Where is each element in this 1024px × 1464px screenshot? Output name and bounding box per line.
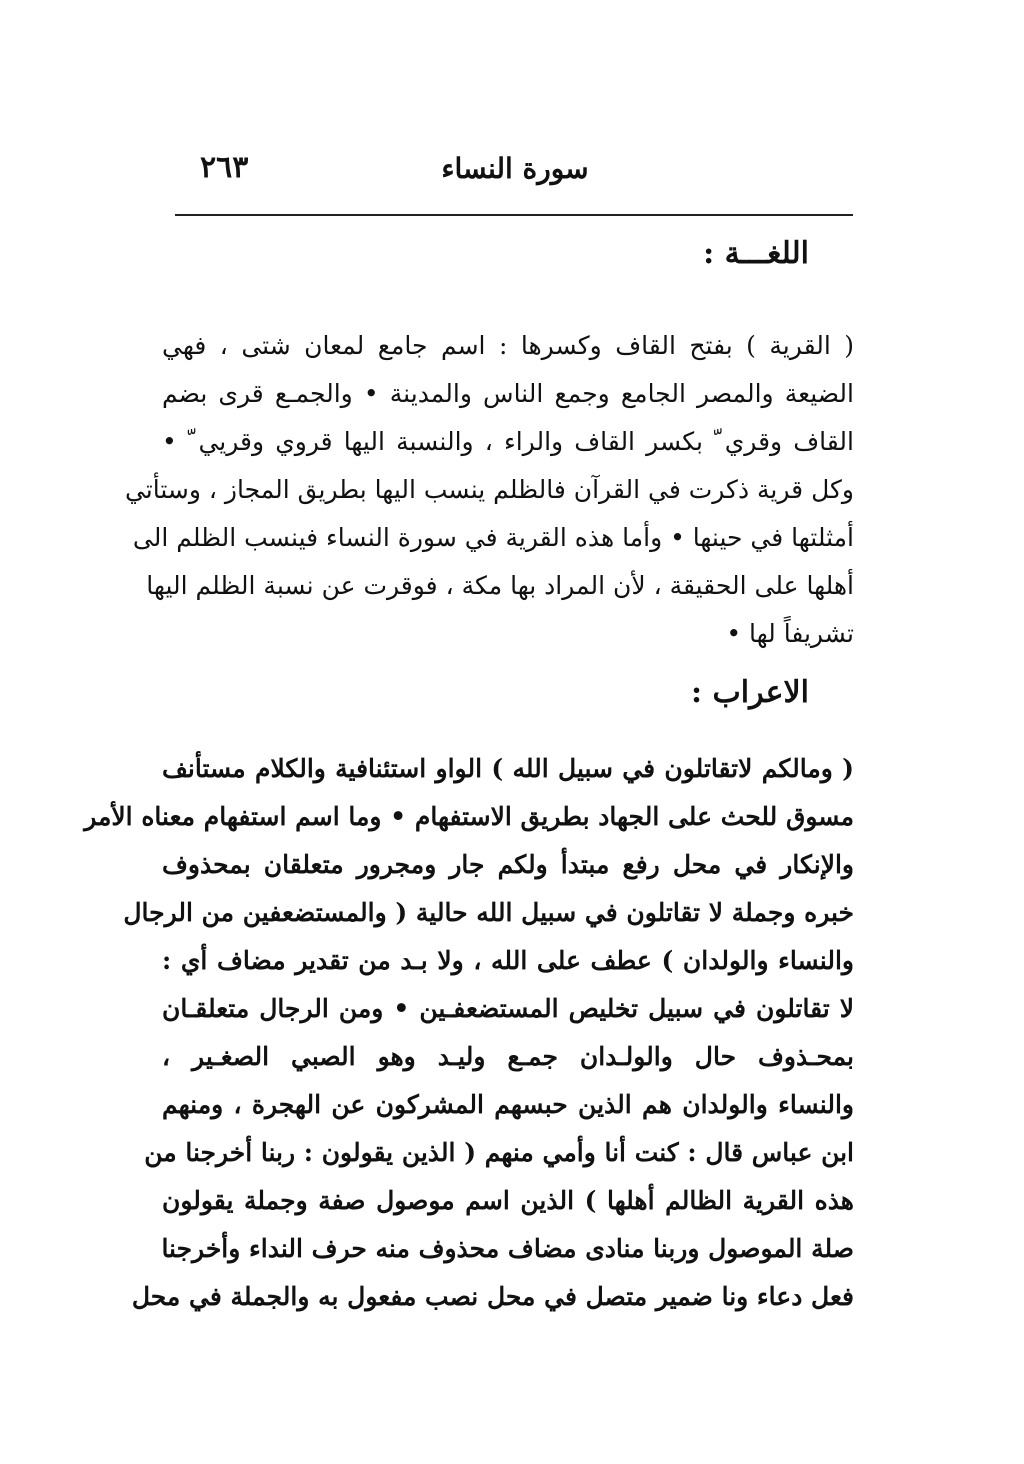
page-number: ٢٦٣: [200, 150, 249, 185]
text-line: ابن عباس قال : كنت أنا وأمي منهم ( الذين يقولون : ربنا أخرجنا من: [144, 1138, 854, 1167]
text-line: والنساء والولدان هم الذين حبسهم المشركون عن الهجرة ، ومنهم: [162, 1090, 854, 1119]
text-line: القاف وقري ّ بكسر القاف والراء ، والنسبة اليها قروي وقريي ّ •: [162, 427, 854, 456]
text-line: ( ومالكم لاتقاتلون في سبيل الله ) الواو استئنافية والكلام مستأنف: [162, 754, 854, 783]
text-line: هذه القرية الظالم أهلها ) الذين اسم موصول صفة وجملة يقولون: [162, 1186, 854, 1215]
text-line: الضيعة والمصر الجامع وجمع الناس والمدينة • والجمـع قرى بضم: [162, 379, 854, 408]
text-line: مسوق للحث على الجهاد بطريق الاستفهام • وما اسم استفهام معناه الأمر: [84, 802, 854, 831]
page-header: [175, 150, 855, 200]
text-line: والنساء والولدان ) عطف على الله ، ولا بـد من تقدير مضاف أي :: [162, 946, 854, 975]
text-line: صلة الموصول وربنا منادى مضاف محذوف منه حرف النداء وأخرجنا: [161, 1234, 854, 1263]
text-line: ( القرية ) بفتح القاف وكسرها : اسم جامع لمعان شتى ، فهي: [162, 331, 854, 360]
text-line: تشريفاً لها •: [726, 619, 854, 648]
text-line: لا تقاتلون في سبيل تخليص المستضعفـين • ومن الرجال متعلقـان: [162, 994, 854, 1023]
header-divider: [175, 214, 853, 216]
text-line: وكل قرية ذكرت في القرآن فالظلم ينسب اليها بطريق المجاز ، وستأتي: [124, 475, 854, 504]
section-heading-grammar: الاعراب :: [691, 675, 809, 710]
text-line: والإنكار في محل رفع مبتدأ ولكم جار ومجرور متعلقان بمحذوف: [162, 850, 854, 879]
text-line: أمثلتها في حينها • وأما هذه القرية في سورة النساء فينسب الظلم الى: [132, 523, 854, 552]
text-line: أهلها على الحقيقة ، لأن المراد بها مكة ، فوقرت عن نسبة الظلم اليها: [146, 571, 854, 600]
text-line: بمحـذوف حال والولـدان جمـع وليـد وهو الصبي الصغـير ،: [162, 1042, 854, 1071]
text-line: خبره وجملة لا تقاتلون في سبيل الله حالية ( والمستضعفين من الرجال: [123, 898, 854, 927]
running-title: سورة النساء: [441, 152, 589, 185]
language-paragraph: [124, 322, 854, 658]
grammar-paragraph: [84, 745, 854, 1321]
section-heading-language: اللغـــة :: [703, 236, 809, 271]
text-line: فعل دعاء ونا ضمير متصل في محل نصب مفعول به والجملة في محل: [131, 1282, 854, 1311]
